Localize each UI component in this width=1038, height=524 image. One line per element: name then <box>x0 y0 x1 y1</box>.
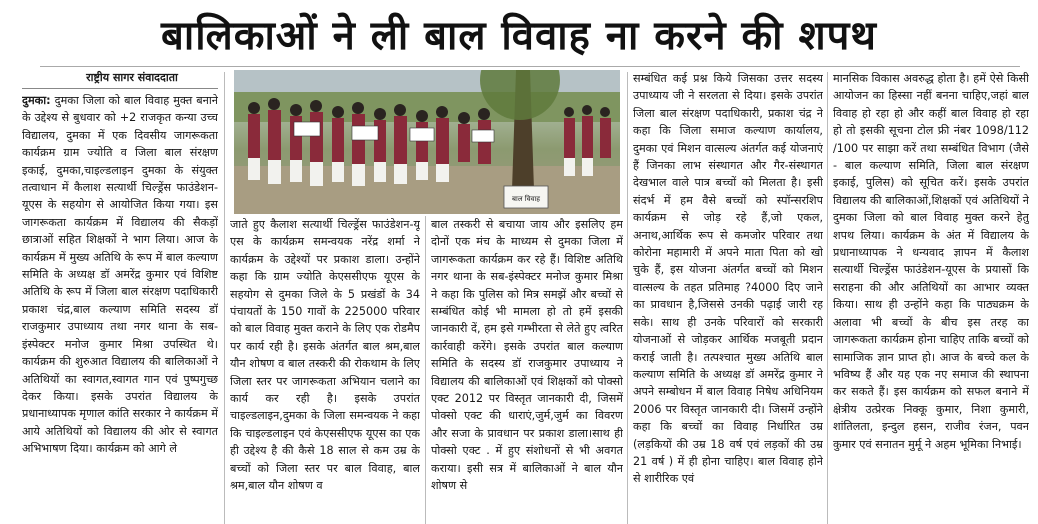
column-divider <box>627 72 628 524</box>
students-rally-image <box>234 70 620 214</box>
headline: बालिकाओं ने ली बाल विवाह ना करने की शपथ <box>161 12 877 59</box>
event-photo <box>234 70 620 214</box>
article-column-2 <box>230 216 420 524</box>
article-column-1 <box>22 92 218 524</box>
column-1-text: दुमका जिला को बाल विवाह मुक्त बनाने के उद्देश्य से बुधवार को +2 राजकृत कन्या उच्च विद्यालय, दुमका में एक दिवसीय जागरूकता कार्यक्रम ग्राम ज्योति व जिला बाल संरक्षण इकाई, दुमका,चाइल्डलाइन दुमका के संयुक्त तत्वाधान में कैलाश सत्यार्थी चिल्ड्रेंस फाउंडेशन-यूएस के सहयोग से आयोजित किया गया। इस जागरूकता कार्यक्रम में विद्यालय की सैकड़ों छात्राओं सहित शिक्षकों ने भाग लिया। आज के कार्यक्रम में मुख्य अतिथि के रूप में बाल कल्याण समिति के अध्यक्ष डॉ अमरेंद्र कुमार एवं विशिष्ट अतिथि के रूप में जिला बाल संरक्षण पदाधिकारी प्रकाश चंद्र,बाल कल्याण समिति सदस्य डॉ राजकुमार उपाध्याय तथा नगर थाना के सब-इंस्पेक्टर मनोज कुमार मिश्रा उपस्थित थे। कार्यक्रम की शुरुआत विद्यालय की बालिकाओं ने अतिथियों का स्वागत,स्वागत गान एवं पुष्पगुच्छ देकर किया। इसके उपरांत विद्यालय के प्रधानाध्यापक मृणाल कांति सरकार ने कार्यक्रम में आये अतिथियों को विद्यालय की ओर से स्वागत अभिभाषण दिया। कार्यक्रम को आगे ले <box>22 94 218 456</box>
article-column-5 <box>833 70 1029 524</box>
photo-banner-text: बाल विवाह <box>512 195 540 203</box>
column-divider <box>425 216 426 524</box>
dateline-place: दुमका: <box>22 94 51 107</box>
column-divider <box>224 72 225 524</box>
column-4-text: सम्बंधित कई प्रश्न किये जिसका उत्तर सदस्य उपाध्याय जी ने सरलता से दिया। इसके उपरांत जिला बाल संरक्षण पदाधिकारी, प्रकाश चंद्र ने कहा कि जिला समाज कल्याण कार्यालय, दुमका एवं मिशन वात्सल्य अंतर्गत कई योजनाएं हैं जिनका लाभ संस्थागत और गैर-संस्थागत देखभाल वाले पात्र बच्चों को मिलता है। इसी संदर्भ में हम वैसे बच्चों को स्पॉन्सरशिप कार्यक्रम से जोड़ रहे हैं,जो एकल, अनाथ,आर्थिक रूप से कमजोर परिवार तथा कोरोना महामारी में अपने माता पिता को खो चुके हैं, इस योजना अंतर्गत बच्चों को मिशन वात्सल्य के तहत प्रतिमाह ?4000 दिए जाने का प्रावधान है,जिससे उनकी पढ़ाई जारी रह सके। साथ ही उनके परिवारों को सरकारी योजनाओं से जोड़कर आर्थिक मजबूती प्रदान कराई जाती है। तत्पश्चात मुख्य अतिथि बाल कल्याण समिति के अध्यक्ष डॉ अमरेंद्र कुमार ने अपने सम्बोधन में बाल विवाह निषेध अधिनियम 2006 पर विस्तृत जानकारी दी। जिसमें उन्होंने कहा कि बच्चों का विवाह निर्धारित उम्र (लड़कियों की उम्र 18 वर्ष एवं लड़कों की उम्र 21 वर्ष ) में ही होना चाहिए। बाल विवाह होने से शारीरिक एवं <box>633 72 823 486</box>
article-column-3 <box>431 216 623 524</box>
column-2-text: जाते हुए कैलाश सत्यार्थी चिल्ड्रेंस फाउंडेशन-यू एस के कार्यक्रम समन्वयक नरेंद्र शर्मा ने कार्यक्रम के उद्देश्यों पर प्रकाश डाला। उन्होंने कहा कि ग्राम ज्योति केएससीएफ यूएस के सहयोग से दुमका जिले के 5 प्रखंडों के 34 पंचायतों के 150 गावों के 225000 परिवार को बाल विवाह मुक्त कराने के लिए एक रोडमैप पर कार्य रही है। इसके अंतर्गत बाल श्रम,बाल यौन शोषण व बाल तस्करी की रोकथाम के लिए जिला स्तर पर जागरूकता अभियान चलाने का कार्य कर रही है। इसके उपरांत चाइल्डलाइन,दुमका के जिला समन्वयक ने कहा कि चाइल्डलाइन एवं केएससीएफ यूएस का एक ही उद्देश्य है की कैसे 18 साल से कम उम्र के बच्चों को जिला स्तर पर बाल विवाह, बाल श्रम,बाल यौन शोषण व <box>230 218 420 493</box>
article-column-4 <box>633 70 823 524</box>
byline: राष्ट्रीय सागर संवाददाता <box>86 71 178 84</box>
column-divider <box>827 72 828 524</box>
column-5-text: मानसिक विकास अवरुद्ध होता है। हमें ऐसे किसी आयोजन का हिस्सा नहीं बनना चाहिए,जहां बाल विवाह हो रहा हो और कहीं बाल विवाह हो रहा हो तो इसकी सूचना टोल फ्री नंबर 1098/112 /100 पर साझा करें तथा सम्बंधित विभाग (जैसे - बाल कल्याण समिति, जिला बाल संरक्षण इकाई, पुलिस) को सूचित करें। इसके उपरांत विद्यालय की बालिकाओं,शिक्षकों एवं अतिथियों ने दुमका जिला को बाल विवाह मुक्त करने हेतु शपथ लिया। कार्यक्रम के अंत में विद्यालय के प्रधानाध्यापक ने धन्यवाद ज्ञापन में कैलाश सत्यार्थी चिल्ड्रेंस फाउंडेशन-यूएस के प्रयासों कि सराहना की और अतिथियों का आभार व्यक्त किया। साथ ही उन्होंने कहा कि पाठ्यक्रम के अलावा भी बच्चों के बीच इस तरह का जागरूकता कार्यक्रम होना चाहिए ताकि बच्चों को सामाजिक ज्ञान प्राप्त हो। आज के बच्चे कल के भविष्य हैं और यह एक नए समाज की स्थापना कर सकते हैं। इस कार्यक्रम को सफल बनाने में क्षेत्रीय उत्प्रेरक निक्कू कुमार, निशा कुमारी, शांतिलता, इन्दुल हसन, राजीव रंजन, पवन कुमार एवं सनातन मुर्मू ने अहम भूमिका निभाई। <box>833 72 1029 451</box>
headline-rule <box>40 66 1020 67</box>
byline-rule <box>22 88 218 89</box>
column-3-text: बाल तस्करी से बचाया जाय और इसलिए हम दोनों एक मंच के माध्यम से दुमका जिला में जागरूकता कार्यक्रम कर रहे हैं। विशिष्ट अतिथि नगर थाना के सब-इंस्पेक्टर मनोज कुमार मिश्रा ने कहा कि पुलिस को मित्र समझें और बच्चों से सम्बंधित कोई भी मामला हो तो हमें इसकी जानकारी दें, हम इसे गम्भीरता से लेते हुए त्वरित कार्रवाही करेंगे। इसके उपरांत बाल कल्याण समिति के सदस्य डॉ राजकुमार उपाध्याय ने विद्यालय की बालिकाओं एवं शिक्षकों को पोक्सो एक्ट 2012 पर विस्तृत जानकारी दी, जिसमें पोक्सो एक्ट की धाराएं,जुर्म,जुर्म का विवरण और सजा के प्रावधान पर प्रकाश डाला।साथ ही पोक्सो एक्ट . में हुए संशोधनों से भी अवगत कराया। इसी सत्र में बालिकाओं ने बाल यौन शोषण से <box>431 218 623 493</box>
